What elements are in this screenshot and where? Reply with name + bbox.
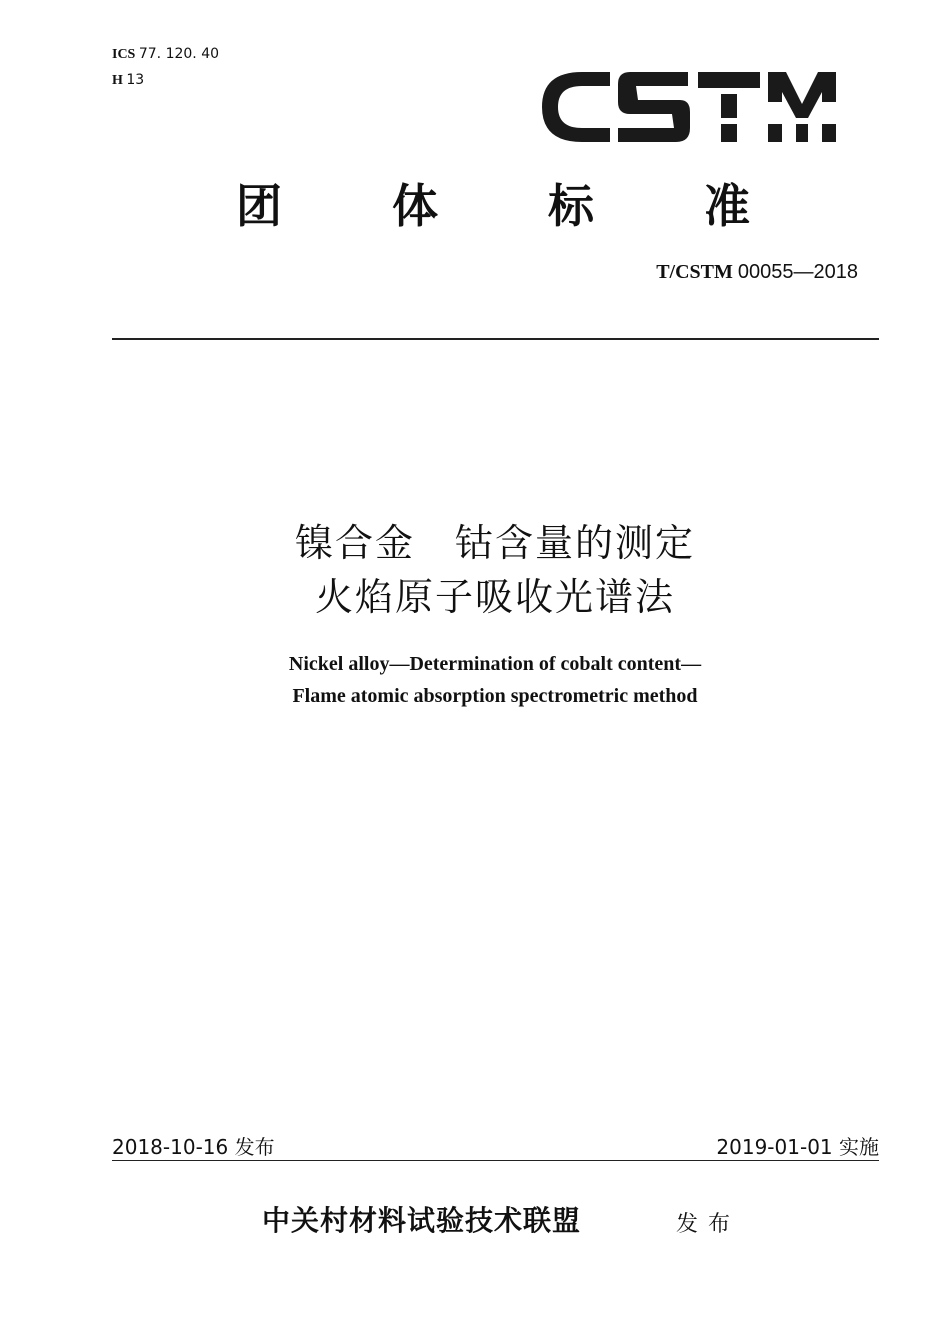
standard-number — [656, 260, 858, 284]
standard-type-char: 标 — [548, 179, 594, 233]
standard-type-char: 体 — [392, 179, 438, 233]
ics-label: ICS — [112, 47, 136, 62]
top-divider — [112, 338, 879, 340]
implementation-date: 2019-01-01 实施 — [716, 1135, 879, 1159]
cstm-logo — [538, 64, 838, 150]
bottom-divider — [112, 1160, 879, 1161]
title-english-line-2: Flame atomic absorption spectrometric method — [292, 685, 698, 707]
ccs-label: H — [112, 73, 123, 88]
standard-code: T/CSTM — [656, 261, 733, 283]
publisher-name: 中关村材料试验技术联盟 — [262, 1206, 582, 1237]
standard-type-char: 准 — [704, 179, 750, 233]
title-english-line-1: Nickel alloy—Determination of cobalt content— — [288, 653, 702, 675]
standard-type-char: 团 — [236, 179, 282, 233]
ccs-code — [112, 72, 144, 89]
title-chinese-line-2: 火焰原子吸收光谱法 — [314, 575, 675, 619]
publish-label: 发布 — [676, 1212, 741, 1237]
standard-year-number: 00055—2018 — [737, 261, 858, 283]
title-chinese-line-1: 镍合金 钴含量的测定 — [294, 521, 695, 565]
ics-value: 77. 120. 40 — [138, 46, 220, 62]
ics-code — [112, 46, 219, 63]
ccs-value: 13 — [126, 72, 145, 88]
standard-type-heading — [0, 178, 950, 234]
issue-date: 2018-10-16 发布 — [112, 1135, 275, 1159]
